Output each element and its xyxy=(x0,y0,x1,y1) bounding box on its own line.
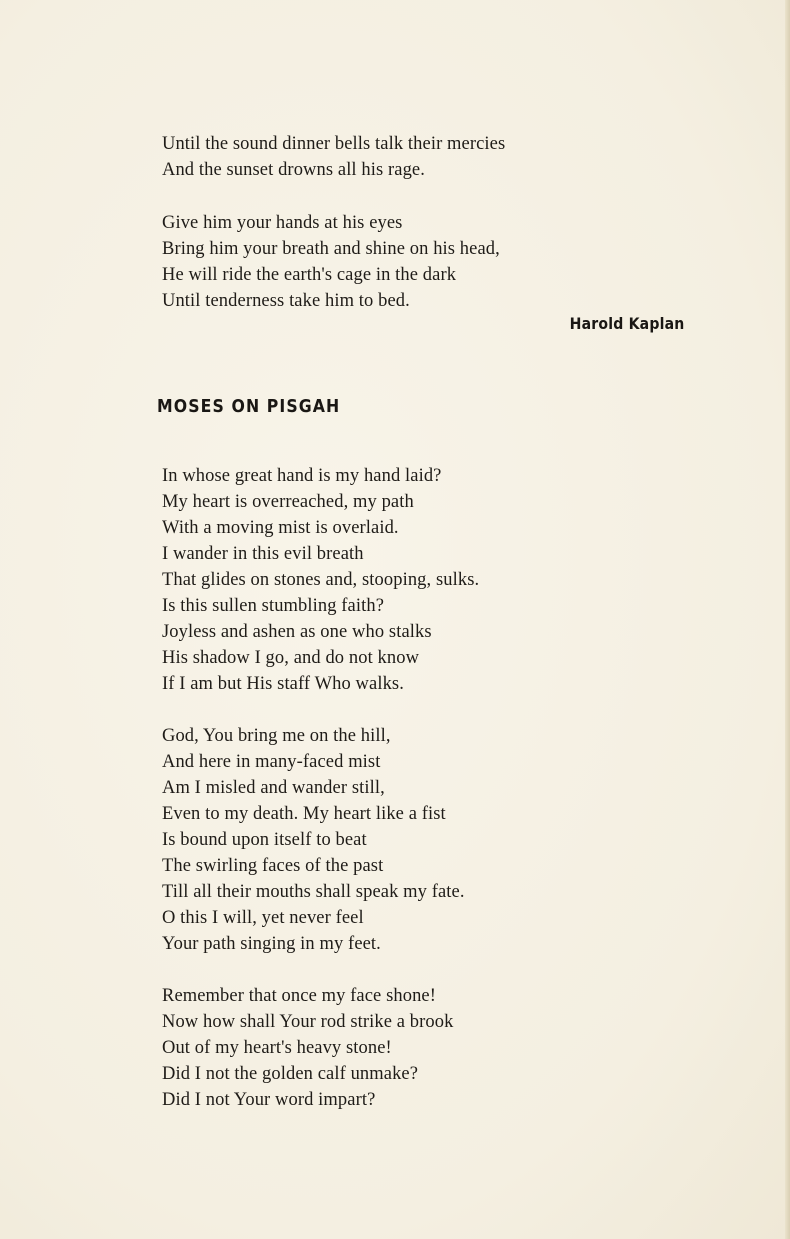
poem-line: God, You bring me on the hill, xyxy=(162,726,391,746)
poem-line: He will ride the earth's cage in the dark xyxy=(162,265,457,285)
poem-title: MOSES ON PISGAH xyxy=(157,397,341,417)
poem-line: Out of my heart's heavy stone! xyxy=(162,1038,392,1058)
poem-line: Bring him your breath and shine on his head, xyxy=(162,239,500,259)
poem-line: O this I will, yet never feel xyxy=(162,908,364,928)
page-edge xyxy=(785,0,790,1239)
prev-poem-stanza-2 xyxy=(162,210,500,314)
poem-line: Did I not Your word impart? xyxy=(162,1090,376,1110)
author-name: Harold Kaplan xyxy=(569,314,684,333)
poem-line: Is bound upon itself to beat xyxy=(162,830,367,850)
poem-line: Till all their mouths shall speak my fate. xyxy=(162,882,465,902)
poem-stanza-1 xyxy=(162,463,479,697)
poem-stanza-2 xyxy=(162,723,465,957)
poem-line: Until tenderness take him to bed. xyxy=(162,291,410,311)
poem-line: Remember that once my face shone! xyxy=(162,986,437,1006)
poem-line: Did I not the golden calf unmake? xyxy=(162,1064,419,1084)
poem-line: Your path singing in my feet. xyxy=(162,934,381,954)
poem-line: His shadow I go, and do not know xyxy=(162,648,420,668)
poem-line: Is this sullen stumbling faith? xyxy=(162,596,385,616)
poem-line: I wander in this evil breath xyxy=(162,544,364,564)
poem-line: Give him your hands at his eyes xyxy=(162,213,403,233)
prev-poem-stanza-1 xyxy=(162,131,505,183)
poem-line: Even to my death. My heart like a fist xyxy=(162,804,446,824)
poem-line: If I am but His staff Who walks. xyxy=(162,674,404,694)
poem-line: In whose great hand is my hand laid? xyxy=(162,466,442,486)
poem-line: Joyless and ashen as one who stalks xyxy=(162,622,432,642)
poem-line: With a moving mist is overlaid. xyxy=(162,518,399,538)
poem-line: My heart is overreached, my path xyxy=(162,492,414,512)
poem-line: And here in many-faced mist xyxy=(162,752,381,772)
poem-line: Until the sound dinner bells talk their mercies xyxy=(162,134,506,154)
poem-line: The swirling faces of the past xyxy=(162,856,384,876)
poem-line: Am I misled and wander still, xyxy=(162,778,385,798)
poem-line: And the sunset drowns all his rage. xyxy=(162,160,425,180)
poem-line: Now how shall Your rod strike a brook xyxy=(162,1012,454,1032)
poem-line: That glides on stones and, stooping, sulks. xyxy=(162,570,480,590)
poem-stanza-3 xyxy=(162,983,453,1113)
